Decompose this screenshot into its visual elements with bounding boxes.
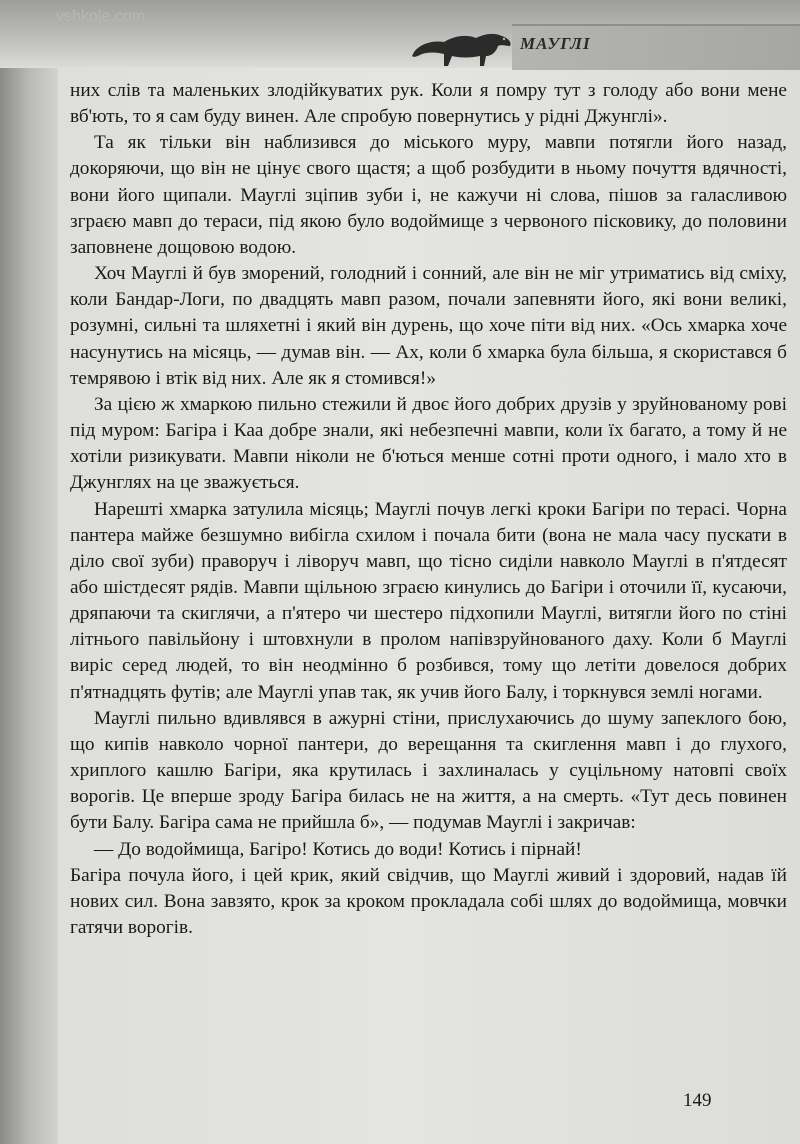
paragraph: них слів та маленьких злодійкуватих рук. Коли я помру тут з голоду або вони мене вб'ють, то я сам буду винен. Але спробую повернутись у рідні Джунглі». bbox=[70, 80, 787, 128]
page-gutter-shadow bbox=[0, 0, 58, 1144]
panther-icon bbox=[410, 22, 514, 70]
paragraph: За цією ж хмаркою пильно стежили й двоє його добрих друзів у зруйнованому рові під муром: Багіра і Каа добре знали, які небезпечні мавпи, коли їх багато, а тому й не хотіли ризикувати. Мавпи ніколи не б'ються менше сотні проти одного, і мало хто в Джунглях на це зважується. bbox=[70, 393, 787, 494]
paragraph: Та як тільки він наблизився до міського муру, мавпи потягли його назад, докоряючи, що він не цінує свого щастя; а щоб розбудити в ньому почуття вдячності, вони його щипали. Мауглі зціпив зуби і, не кажучи ні слова, пішов за галасливою зграєю мавп до тераси, під якою було водоймище з червоного пісковику, до половини заповнене дощовою водою. bbox=[70, 132, 787, 258]
paragraph: Багіра почула його, і цей крик, який свідчив, що Мауглі живий і здоровий, надав їй нових сил. Вона завзято, крок за кроком прокладала собі шлях до водоймища, мовчки гатячи ворогів. bbox=[70, 864, 787, 938]
page-number: 149 bbox=[683, 1090, 712, 1111]
paragraph: Нарешті хмарка затулила місяць; Мауглі почув легкі кроки Багіри по терасі. Чорна пантера майже безшумно вибігла схилом і почала бити (вона не мала часу пускати в діло свої зуби) праворуч і ліворуч мавп, що тісно сиділи навколо Мауглі в п'ятдесят або шістдесят рядів. Мавпи щільною зграєю кинулись до Багіри і оточили її, кусаючи, дряпаючи та скиглячи, а п'ятеро чи шестеро підхопили Мауглі, витягли його по стіні літнього павільйону і штовхнули в пролом напівзруйнованого даху. Коли б Мауглі виріс серед людей, то він неодмінно б розбився, тому що летіти довелося добрих п'ятнадцять футів; але Мауглі упав так, як учив його Балу, і торкнувся землі ногами. bbox=[70, 498, 787, 703]
watermark: vshkole.com bbox=[56, 8, 145, 25]
section-title: МАУГЛІ bbox=[520, 34, 591, 53]
main-text bbox=[70, 78, 787, 941]
paragraph: Мауглі пильно вдивлявся в ажурні стіни, прислухаючись до шуму запеклого бою, що кипів навколо чорної пантери, до верещання та скиглення мавп і до глухого, хриплого кашлю Багіри, яка крутилась і захлиналась у суцільному натовпі своїх ворогів. Це вперше зроду Багіра билась не на життя, а на смерть. «Тут десь повинен бути Балу. Багіра сама не прийшла б», — подумав Мауглі і закричав: bbox=[70, 707, 787, 834]
paragraph: Хоч Мауглі й був зморений, голодний і сонний, але він не міг утриматись від сміху, коли Бандар-Логи, по двадцять мавп разом, почали запевняти його, які вони великі, розумні, сильні та шляхетні і який він дурень, що хоче піти від них. «Ось хмарка хоче насунутись на місяць, — думав він. — Ах, коли б хмарка була більша, я скористався б темрявою і втік від них. Але як я стомився!» bbox=[70, 263, 787, 389]
paragraph: — До водоймища, Багіро! Котись до води! Котись і пірнай! bbox=[94, 838, 582, 860]
